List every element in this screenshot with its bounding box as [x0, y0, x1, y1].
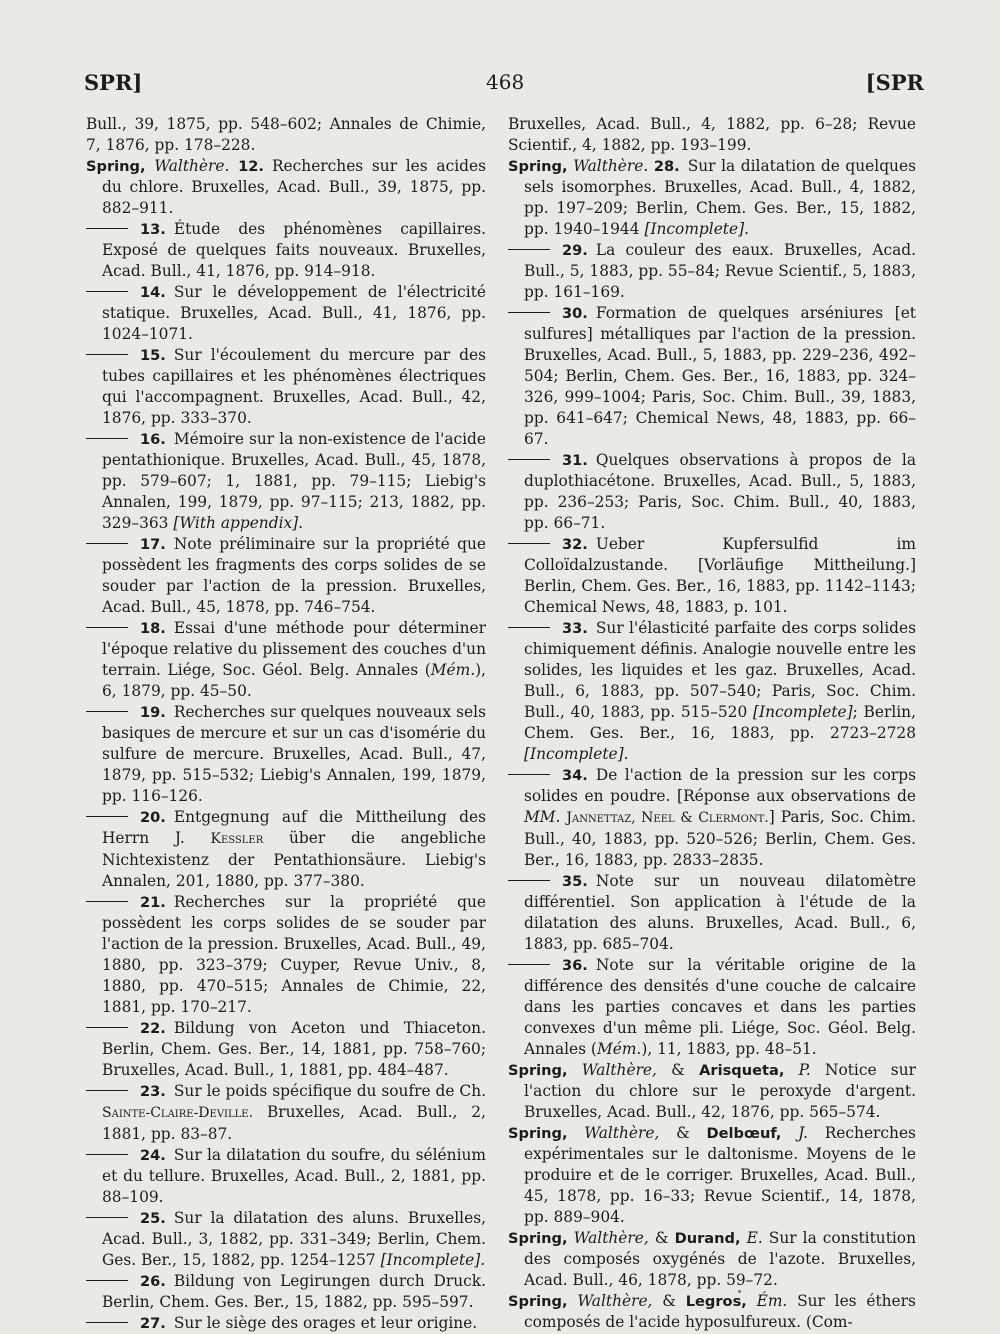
ditto-dash: [86, 291, 128, 292]
person-name: Sainte-Claire-Deville.: [102, 1105, 254, 1121]
left-column: [86, 114, 486, 1334]
ampersand: &: [654, 1229, 669, 1247]
bib-entry: [86, 534, 486, 618]
entry-note: [Incomplete]: [753, 703, 853, 721]
bib-entry: [508, 871, 916, 955]
entry-text: Bruxelles, Acad. Bull., 4, 1882, pp. 6–28; Revue Scientif., 4, 1882, pp. 193–199.: [508, 115, 916, 154]
bib-entry: [86, 1313, 486, 1334]
entry-text: Bruxelles, Acad. Bull., 2, 1881, pp. 83–87.: [102, 1103, 486, 1143]
entry-number: 18.: [140, 620, 166, 637]
ditto-dash: [508, 543, 550, 544]
entry-number: 19.: [140, 704, 166, 721]
author-given-name: Walthère,: [573, 1229, 649, 1247]
entry-text: Note sur un nouveau dilatomètre différentiel. Son application à l'étude de la dilatation des aluns. Bruxelles, Acad. Bull., 6, 1883, pp. 685–704.: [524, 872, 916, 953]
bib-entry: [508, 450, 916, 534]
entry-number: 33.: [562, 620, 588, 637]
entry-number: 20.: [140, 809, 166, 826]
coauthor-initial: J.: [798, 1124, 809, 1142]
ditto-dash: [86, 1280, 128, 1281]
entry-text: Bull., 39, 1875, pp. 548–602; Annales de Chimie, 7, 1876, pp. 178–228.: [86, 115, 486, 154]
ditto-dash: [86, 1027, 128, 1028]
header-right: [SPR: [865, 70, 924, 95]
running-header: [0, 70, 1000, 102]
ditto-dash: [508, 459, 550, 460]
entry-number: 23.: [140, 1083, 166, 1100]
ditto-dash: [508, 880, 550, 881]
author-given-name: Walthère,: [584, 1124, 660, 1142]
entry-number: 35.: [562, 873, 588, 890]
coauthor-name: Arisqueta,: [699, 1062, 785, 1079]
entry-number: 28.: [653, 158, 680, 175]
entry-note: [Incomplete].: [524, 745, 629, 763]
author-name: Spring,: [508, 1230, 568, 1247]
ditto-dash: [86, 354, 128, 355]
entry-note: [With appendix].: [173, 514, 304, 532]
entry-number: 15.: [140, 347, 166, 364]
entry-number: 22.: [140, 1020, 166, 1037]
ampersand: &: [676, 1124, 690, 1142]
entry-number: 13.: [140, 221, 166, 238]
entry-text: Entgegnung auf die Mittheilung des Herrn J.: [102, 808, 486, 847]
entry-text: Recherches expérimentales sur le daltonisme. Moyens de le produire et de le corriger. Bruxelles, Acad. Bull., 45, 1878, pp. 16–33; Revue Scientif., 14, 1878, pp. 889–904.: [524, 1124, 916, 1226]
author-given-name: Walthère,: [577, 1292, 653, 1310]
entry-text: Sur les éthers composés de l'acide hyposulfureux. (Com-: [524, 1292, 916, 1331]
entry-text: Sur la dilatation du soufre, du sélénium et du tellure. Bruxelles, Acad. Bull., 2, 1881, pp. 88–109.: [102, 1146, 486, 1206]
coauthor-name: Durand,: [674, 1230, 741, 1247]
entry-note: [Incomplete].: [380, 1251, 486, 1269]
entry-text: Sur la constitution des composés oxygénés de l'azote. Bruxelles, Acad. Bull., 46, 1878, pp. 59–72.: [524, 1229, 916, 1289]
entry-text: Recherches sur la propriété que possèdent les corps solides de se souder par l'action de la pression. Bruxelles, Acad. Bull., 49, 1880, pp. 323–379; Cuyper, Revue Univ., 8, 1880, pp. 470–515; Annales de Chimie, 22, 1881, pp. 170–217.: [102, 893, 486, 1016]
ditto-dash: [86, 1154, 128, 1155]
entry-number: 17.: [140, 536, 166, 553]
entry-number: 14.: [140, 284, 166, 301]
bib-entry: [508, 114, 916, 156]
entry-text: Recherches sur les acides du chlore. Bruxelles, Acad. Bull., 39, 1875, pp. 882–911.: [102, 157, 486, 217]
bib-entry: [86, 618, 486, 702]
ampersand: &: [671, 1061, 685, 1079]
entry-text: ; Berlin, Chem. Ges. Ber., 16, 1883, pp. 2723–2728: [524, 703, 916, 742]
entry-text: Sur la dilatation de quelques sels isomorphes. Bruxelles, Acad. Bull., 4, 1882, pp. 197–209; Berlin, Chem. Ges. Ber., 15, 1882, pp. 1940–1944: [524, 157, 916, 238]
author-given-name: Walthère.: [573, 157, 649, 175]
ditto-dash: [508, 249, 550, 250]
entry-text: La couleur des eaux. Bruxelles, Acad. Bull., 5, 1883, pp. 55–84; Revue Scientif., 5, 1883, pp. 161–169.: [524, 241, 916, 301]
entry-text: Essai d'une méthode pour déterminer l'époque relative du plissement des couches d'un terrain. Liége, Soc. Géol. Belg. Annales (: [102, 619, 486, 679]
entry-number: 12.: [238, 158, 264, 175]
author-name: Spring,: [508, 158, 568, 175]
bib-entry: [86, 282, 486, 345]
entry-number: 24.: [140, 1147, 166, 1164]
entry-text: Étude des phénomènes capillaires. Exposé de quelques faits nouveaux. Bruxelles, Acad. Bull., 41, 1876, pp. 914–918.: [102, 220, 486, 280]
bib-entry: [508, 1060, 916, 1123]
bib-entry: [86, 156, 486, 219]
bib-entry: [86, 1271, 486, 1313]
entry-number: 16.: [140, 431, 166, 448]
bib-entry: [508, 955, 916, 1060]
entry-number: 27.: [140, 1315, 166, 1332]
header-left: SPR]: [84, 70, 143, 95]
ditto-dash: [86, 627, 128, 628]
bib-entry: [86, 892, 486, 1018]
bib-entry: [86, 1018, 486, 1081]
entry-text: Recherches sur quelques nouveaux sels basiques de mercure et sur un cas d'isomérie du sulfure de mercure. Bruxelles, Acad. Bull., 47, 1879, pp. 515–532; Liebig's Annalen, 199, 1879, pp. 116–126.: [102, 703, 486, 805]
bib-entry: [86, 1145, 486, 1208]
entry-text: Sur le poids spécifique du soufre de Ch.: [173, 1082, 486, 1100]
bib-entry: [508, 765, 916, 871]
bib-entry: [508, 534, 916, 618]
entry-text: Sur le siège des orages et leur origine.: [173, 1314, 478, 1332]
ditto-dash: [86, 438, 128, 439]
coauthor-initial: E.: [746, 1229, 763, 1247]
entry-mem: Mém.: [430, 661, 476, 679]
entry-text: Sur l'écoulement du mercure par des tubes capillaires et les phénomènes électriques qui l'accompagnent. Bruxelles, Acad. Bull., 42, 1876, pp. 333–370.: [102, 346, 486, 427]
bib-entry: [508, 618, 916, 765]
entry-number: 30.: [562, 305, 588, 322]
entry-text: Formation de quelques arséniures [et sulfures] métalliques par l'action de la pression. Bruxelles, Acad. Bull., 5, 1883, pp. 229–236, 492–504; Berlin, Chem. Ges. Ber., 16, 1883, pp. 324–326, 999–1004; Paris, Soc. Chim. Bull., 39, 1883, pp. 641–647; Chemical News, 48, 1883, pp. 66–67.: [524, 304, 916, 448]
author-name: Spring,: [508, 1125, 568, 1142]
entry-text: Sur l'élasticité parfaite des corps solides chimiquement définis. Analogie nouvelle entre les solides, les liquides et les gaz. Bruxelles, Acad. Bull., 6, 1883, pp. 507–540; Paris, Soc. Chim. Bull., 40, 1883, pp. 515–520: [524, 619, 916, 721]
ditto-dash: [508, 774, 550, 775]
bib-entry: [86, 1208, 486, 1271]
bib-entry: [508, 1228, 916, 1291]
ditto-dash: [86, 543, 128, 544]
coauthor-name: Delbœuf,: [706, 1125, 782, 1142]
coauthor-name: Legros,: [685, 1293, 747, 1310]
entry-text: über die angebliche Nichtexistenz der Pentathionsäure. Liebig's Annalen, 201, 1880, pp. 377–380.: [102, 829, 486, 890]
author-name: Spring,: [508, 1062, 568, 1079]
entry-number: 34.: [562, 767, 588, 784]
ditto-dash: [86, 1322, 128, 1323]
entry-number: 36.: [562, 957, 588, 974]
ditto-dash: [508, 312, 550, 313]
author-given-name: Walthère.: [154, 157, 230, 175]
ditto-dash: [86, 901, 128, 902]
entry-number: 26.: [140, 1273, 166, 1290]
entry-text: ), 11, 1883, pp. 48–51.: [641, 1040, 817, 1058]
bib-entry: [508, 240, 916, 303]
entry-text: Note sur la véritable origine de la différence des densités d'une couche de calcaire dans les parties concaves et dans les parties convexes d'un même pli. Liége, Soc. Géol. Belg. Annales (: [524, 956, 916, 1058]
bib-entry: [508, 303, 916, 450]
entry-number: 25.: [140, 1210, 166, 1227]
author-name: Spring,: [508, 1293, 568, 1310]
person-name: Kessler: [210, 831, 264, 847]
entry-number: 29.: [562, 242, 588, 259]
entry-mem: Mém.: [596, 1040, 642, 1058]
bib-entry: [508, 1291, 916, 1333]
bib-entry: [86, 219, 486, 282]
bib-entry: [86, 1081, 486, 1145]
ditto-dash: [508, 627, 550, 628]
entry-text: Bildung von Aceton und Thiaceton. Berlin, Chem. Ges. Ber., 14, 1881, pp. 758–760; Bruxelles, Acad. Bull., 1, 1881, pp. 484–487.: [102, 1019, 486, 1079]
entry-number: 31.: [562, 452, 588, 469]
entry-text: Ueber Kupfersulfid im Colloïdalzustande. [Vorläufige Mittheilung.] Berlin, Chem. Ges. Ber., 16, 1883, pp. 1142–1143; Chemical News, 48, 1883, p. 101.: [524, 535, 916, 616]
entry-text: De l'action de la pression sur les corps solides en poudre. [Réponse aux observations de: [524, 766, 916, 805]
ditto-dash: [508, 964, 550, 965]
ditto-dash: [86, 816, 128, 817]
bib-entry: [86, 345, 486, 429]
entry-text: Sur la dilatation des aluns. Bruxelles, Acad. Bull., 3, 1882, pp. 331–349; Berlin, Chem. Ges. Ber., 15, 1882, pp. 1254–1257: [102, 1209, 486, 1269]
entry-text: ] Paris, Soc. Chim. Bull., 40, 1883, pp. 520–526; Berlin, Chem. Ges. Ber., 16, 1883, pp. 2833–2835.: [524, 808, 916, 869]
page-number: 468: [486, 70, 525, 94]
entry-text: Sur le développement de l'électricité statique. Bruxelles, Acad. Bull., 41, 1876, pp. 1024–1071.: [102, 283, 486, 343]
entry-mm: MM.: [524, 808, 561, 826]
entry-number: 32.: [562, 536, 588, 553]
bib-entry: [508, 1123, 916, 1228]
right-column: [508, 114, 916, 1333]
bib-entry: [508, 156, 916, 240]
entry-text: ), 6, 1879, pp. 45–50.: [102, 661, 486, 700]
ditto-dash: [86, 228, 128, 229]
bib-entry: [86, 114, 486, 156]
coauthor-initial: Ém.: [756, 1292, 788, 1310]
entry-text: Note préliminaire sur la propriété que possèdent les fragments des corps solides de se souder par l'action de la pression. Bruxelles, Acad. Bull., 45, 1878, pp. 746–754.: [102, 535, 486, 616]
ditto-dash: [86, 1090, 128, 1091]
coauthor-initial: P.: [798, 1061, 811, 1079]
entry-text: Mémoire sur la non-existence de l'acide pentathionique. Bruxelles, Acad. Bull., 45, 1878, pp. 579–607; 1, 1881, pp. 79–115; Liebig's Annalen, 199, 1879, pp. 97–115; 213, 1882, pp. 329–363: [102, 430, 486, 532]
person-names: Jannettaz, Neel & Clermont.: [566, 810, 769, 826]
author-given-name: Walthère,: [581, 1061, 657, 1079]
entry-number: 21.: [140, 894, 166, 911]
bib-entry: [86, 429, 486, 534]
entry-text: Quelques observations à propos de la duplothiacétone. Bruxelles, Acad. Bull., 5, 1883, pp. 236–253; Paris, Soc. Chim. Bull., 40, 1883, pp. 66–71.: [524, 451, 916, 532]
print-speck: [738, 1290, 741, 1293]
bib-entry: [86, 702, 486, 807]
entry-text: Notice sur l'action du chlore sur le peroxyde d'argent. Bruxelles, Acad. Bull., 42, 1876, pp. 565–574.: [524, 1061, 916, 1121]
ampersand: &: [662, 1292, 676, 1310]
author-name: Spring,: [86, 158, 146, 175]
ditto-dash: [86, 1217, 128, 1218]
entry-text: Bildung von Legirungen durch Druck. Berlin, Chem. Ges. Ber., 15, 1882, pp. 595–597.: [102, 1272, 486, 1311]
bib-entry: [86, 807, 486, 892]
ditto-dash: [86, 711, 128, 712]
entry-note: [Incomplete].: [644, 220, 749, 238]
